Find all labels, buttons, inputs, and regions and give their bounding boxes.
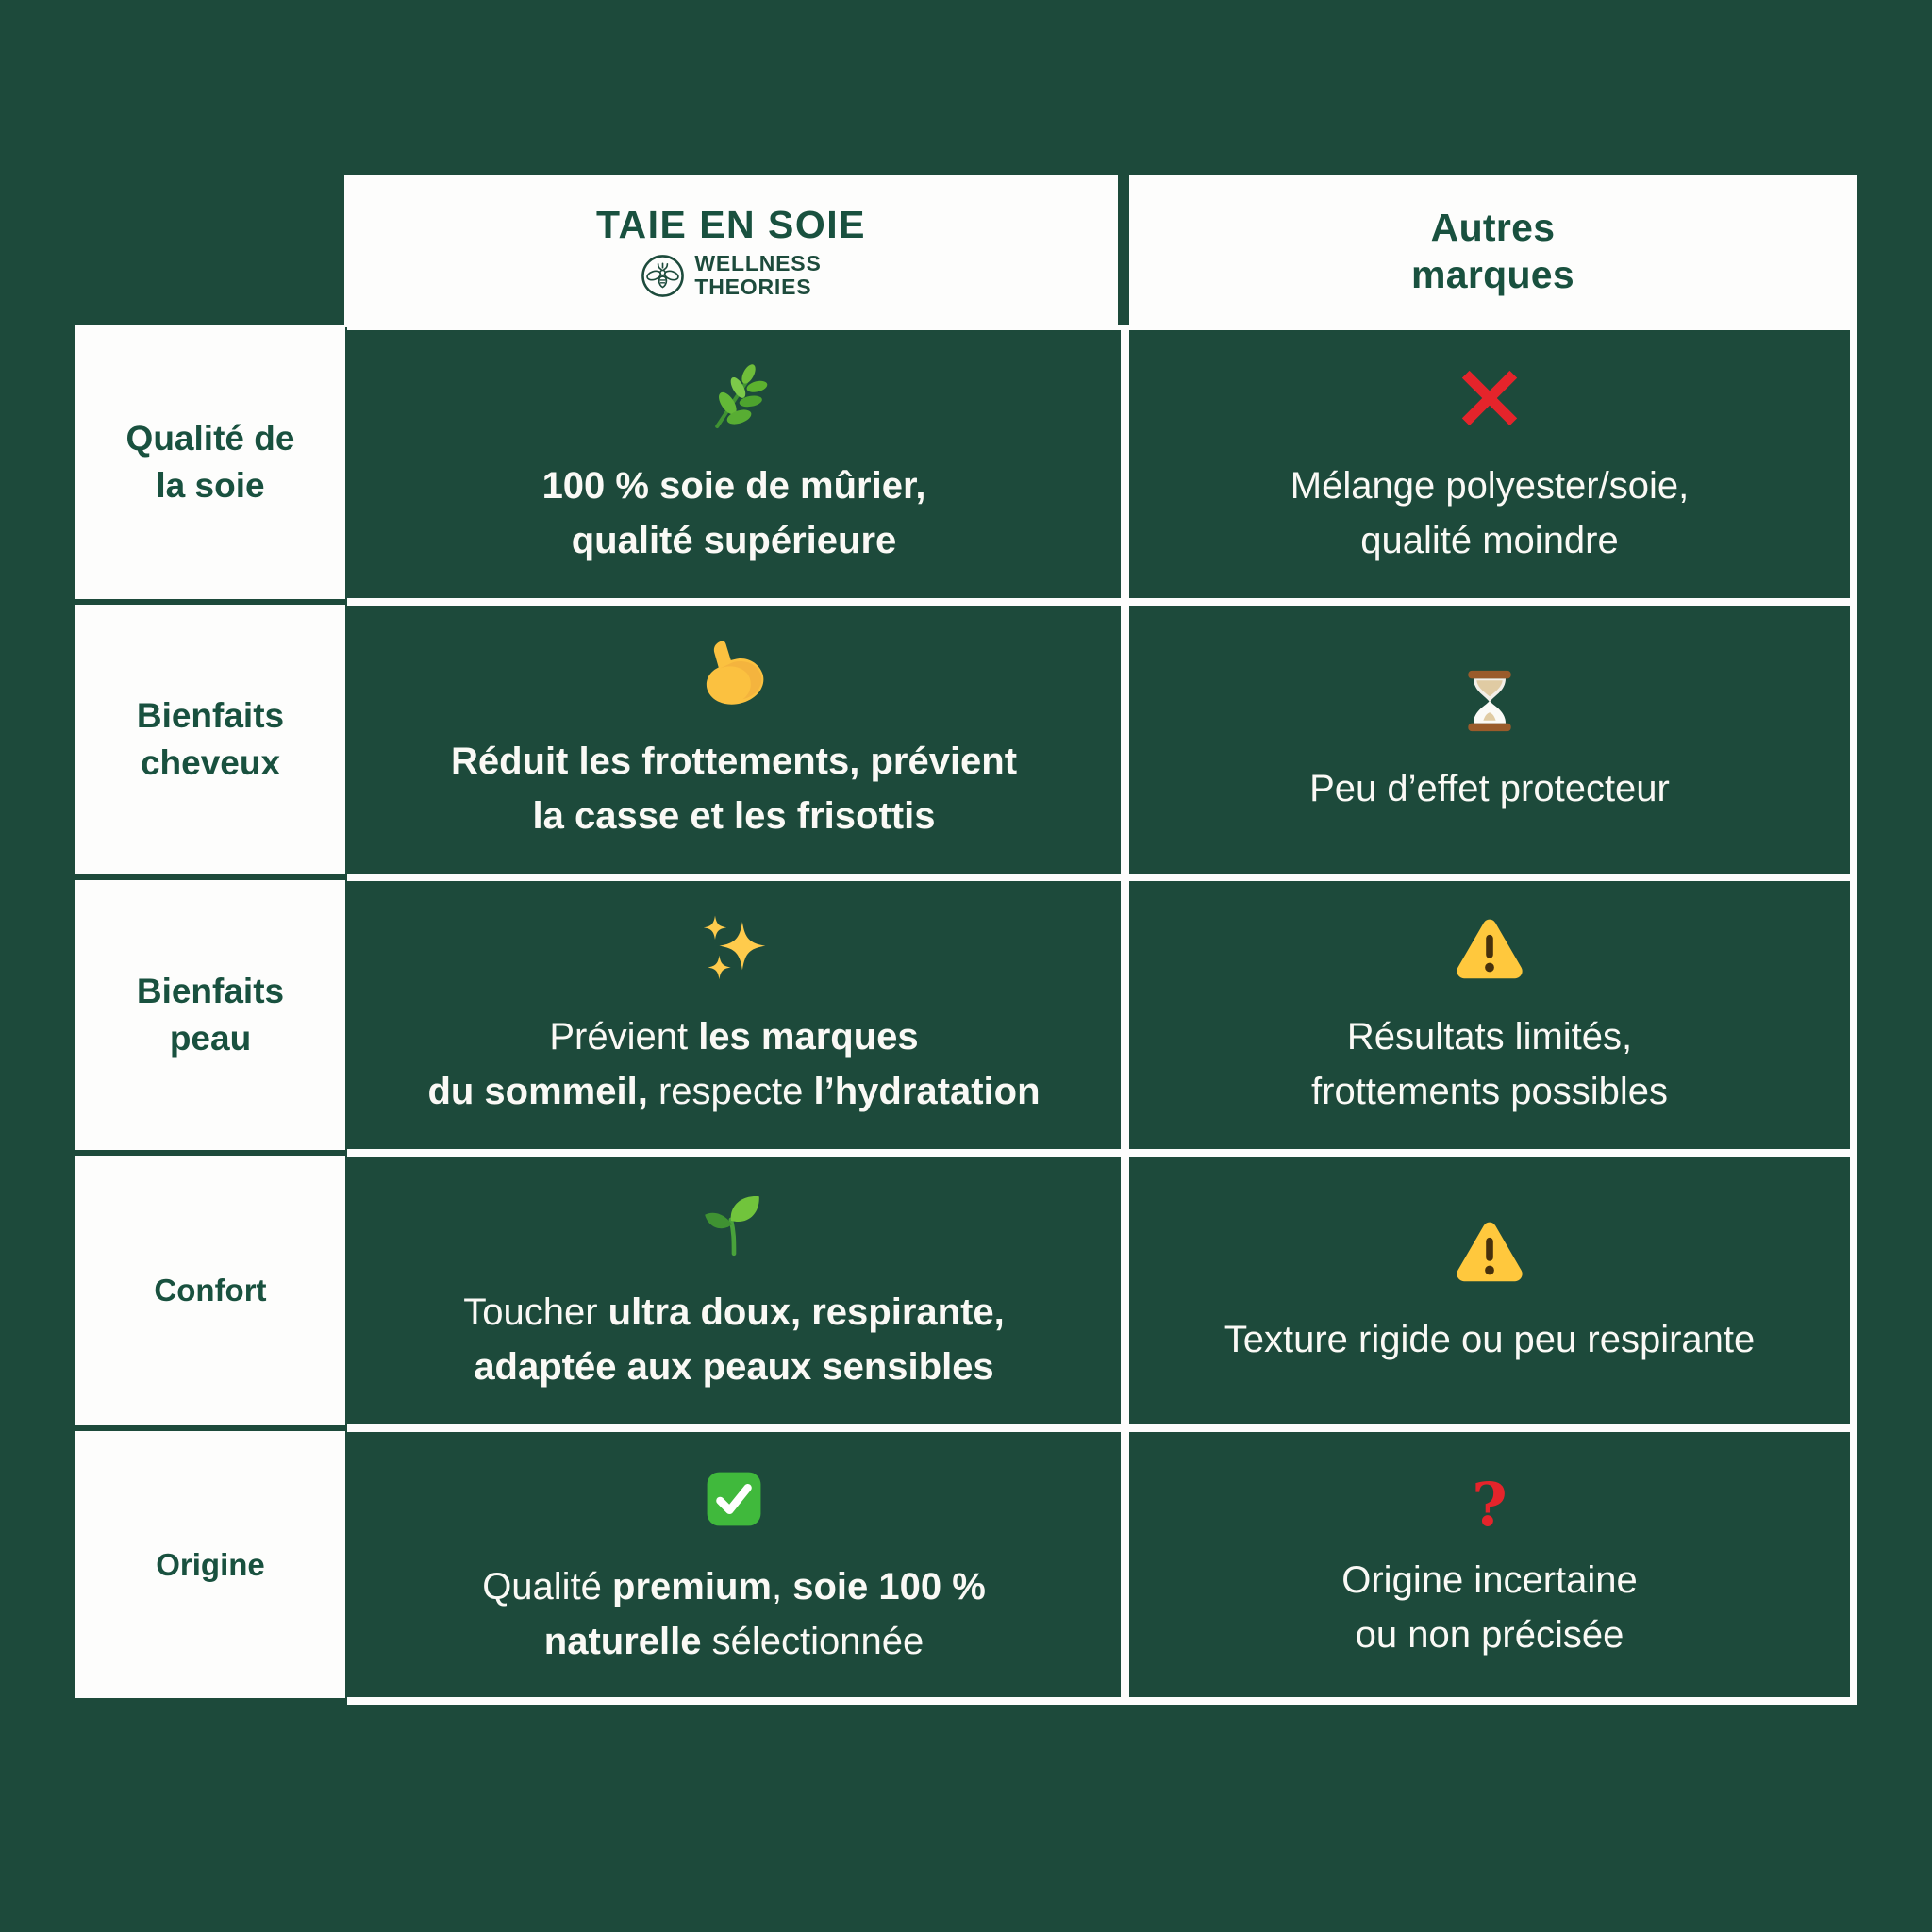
- warning-icon: [1453, 911, 1526, 987]
- warning-icon: [1453, 1214, 1526, 1290]
- header-other-column: [1129, 175, 1857, 327]
- other-title-line2: marques: [1410, 253, 1574, 296]
- hourglass-icon: [1457, 663, 1522, 739]
- bee-logo-icon: [641, 253, 685, 298]
- brand-name-line1: WELLNESS: [694, 251, 822, 275]
- cell-text: Qualité premium, soie 100 % naturelle sélectionnée: [482, 1565, 986, 1662]
- cell-text: Texture rigide ou peu respirante: [1224, 1319, 1756, 1360]
- header-brand-column: [344, 175, 1118, 327]
- cell-text: Réduit les frottements, prévient la casse et les frisottis: [450, 741, 1018, 837]
- cell-brand-bienfaits-cheveux: [347, 606, 1121, 874]
- cell-brand-confort: [347, 1157, 1121, 1424]
- other-title-line1: Autres: [1430, 206, 1556, 249]
- cell-text: 100 % soie de mûrier, qualité supérieure: [541, 465, 926, 561]
- cell-brand-bienfaits-peau: [347, 881, 1121, 1149]
- row-label-bienfaits-cheveux: Bienfaits cheveux: [75, 605, 345, 874]
- cell-other-origine: [1129, 1432, 1850, 1697]
- row-label-bienfaits-peau: Bienfaits peau: [75, 880, 345, 1150]
- cell-brand-origine: [347, 1432, 1121, 1697]
- seedling-icon: [699, 1187, 769, 1262]
- brand-name: [694, 252, 821, 299]
- brand-name-line2: THEORIES: [694, 275, 812, 299]
- check-mark-icon: [703, 1461, 765, 1537]
- cell-text: Origine incertaine ou non précisée: [1341, 1558, 1638, 1656]
- flexed-biceps-icon: [697, 636, 771, 711]
- cell-text: Peu d’effet protecteur: [1309, 768, 1670, 809]
- red-question-icon: ?: [1472, 1469, 1507, 1541]
- cell-text: Résultats limités, frottements possibles: [1311, 1016, 1668, 1112]
- row-label-confort: Confort: [75, 1156, 345, 1425]
- cell-other-qualite-soie: [1129, 330, 1850, 598]
- sparkles-icon: [696, 911, 772, 987]
- cell-text: Prévient les marques du sommeil, respecte l’hydratation: [427, 1016, 1041, 1112]
- brand-lockup: [641, 252, 821, 299]
- herb-icon: [696, 360, 772, 436]
- cell-other-bienfaits-cheveux: [1129, 606, 1850, 874]
- cross-mark-icon: [1457, 360, 1523, 436]
- cell-other-bienfaits-peau: [1129, 881, 1850, 1149]
- row-label-origine: Origine: [75, 1431, 345, 1698]
- cell-brand-qualite-soie: [347, 330, 1121, 598]
- row-label-qualite-de-la-soie: Qualité de la soie: [75, 325, 345, 599]
- cell-other-confort: [1129, 1157, 1850, 1424]
- cell-text: Mélange polyester/soie, qualité moindre: [1290, 465, 1690, 561]
- product-title: TAIE EN SOIE: [595, 203, 867, 246]
- cell-text: Toucher ultra doux, respirante, adaptée aux peaux sensibles: [463, 1291, 1005, 1388]
